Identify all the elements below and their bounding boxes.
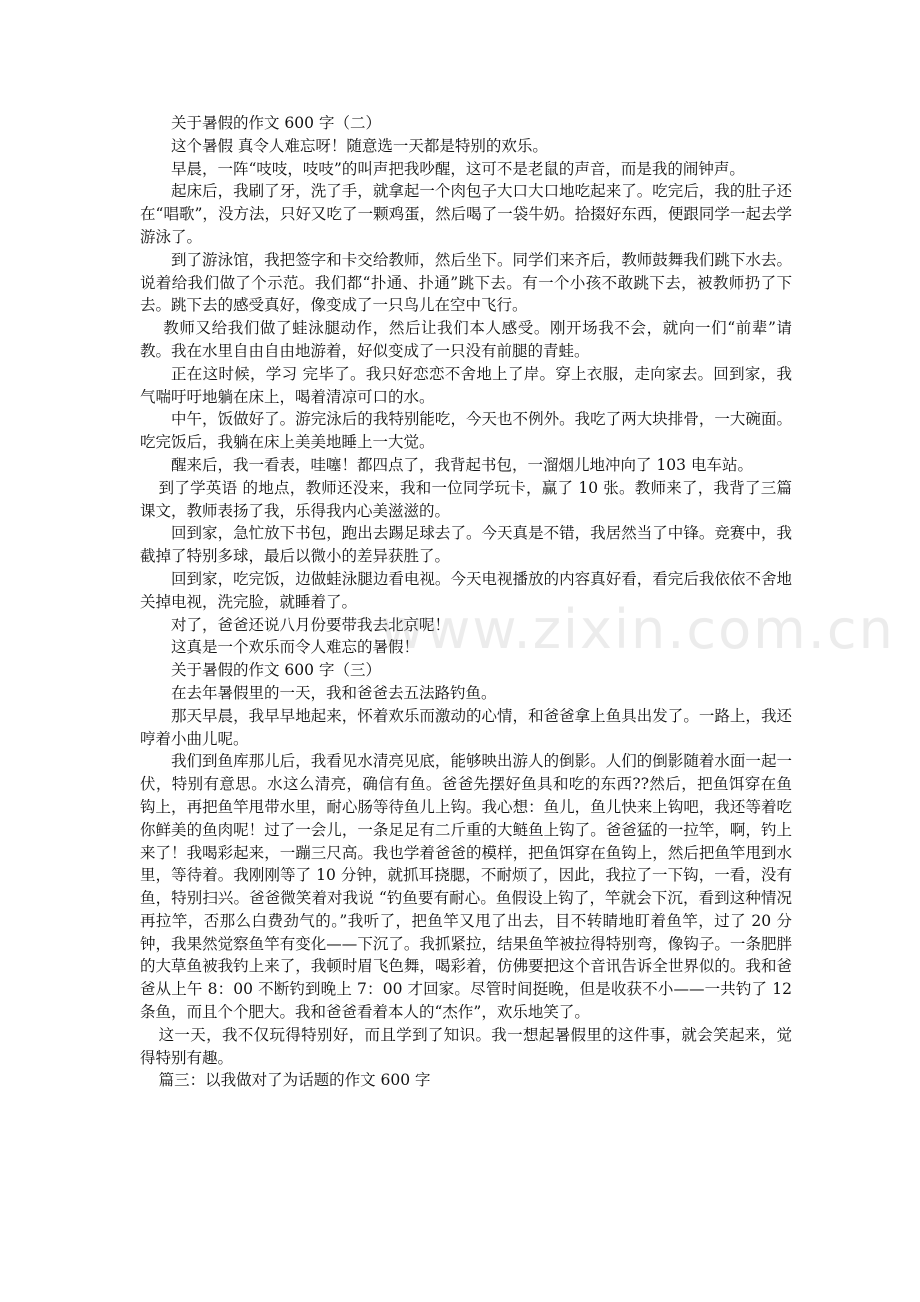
paragraph: 对了，爸爸还说八月份要带我去北京呢！ bbox=[171, 615, 451, 634]
watermark: www.zixin.com.cn bbox=[380, 598, 895, 661]
paragraph: 回到家，急忙放下书包，跑出去踢足球去了。今天真是不错，我居然当了中锋。竞赛中，我截掉了特别多球，最后以微小的差异获胜了。 bbox=[140, 524, 792, 566]
paragraph: 到了学英语 的地点，教师还没来，我和一位同学玩卡，赢了 10 张。教师来了，我背了三篇课文，教师表扬了我，乐得我内心美滋滋的。 bbox=[140, 478, 792, 520]
essay-title-two: 关于暑假的作文 600 字（二） bbox=[171, 114, 381, 132]
paragraph: 那天早晨，我早早地起来，怀着欢乐而激动的心情，和爸爸拿上鱼具出发了。一路上，我还哼着小曲儿呢。 bbox=[140, 706, 792, 748]
paragraph: 这一天，我不仅玩得特别好，而且学到了知识。我一想起暑假里的这件事，就会笑起来，觉得特别有趣。 bbox=[140, 1025, 792, 1067]
paragraph: 中午，饭做好了。游完泳后的我特别能吃，今天也不例外。我吃了两大块排骨，一大碗面。吃完饭后，我躺在床上美美地睡上一大觉。 bbox=[140, 410, 792, 452]
paragraph: 早晨，一阵“吱吱，吱吱”的叫声把我吵醒，这可不是老鼠的声音，而是我的闹钟声。 bbox=[171, 159, 745, 178]
paragraph: 这个暑假 真令人难忘呀！随意选一天都是特别的欢乐。 bbox=[171, 136, 548, 155]
paragraph: 这真是一个欢乐而令人难忘的暑假！ bbox=[171, 638, 420, 657]
paragraph: 起床后，我刷了牙，洗了手，就拿起一个肉包子大口大口地吃起来了。吃完后，我的肚子还在“唱歌”，没方法，只好又吃了一颗鸡蛋，然后喝了一袋牛奶。拾掇好东西，便跟同学一起去学游泳了。 bbox=[140, 182, 792, 246]
paragraph: 在去年暑假里的一天，我和爸爸去五法路钓鱼。 bbox=[171, 683, 497, 702]
essay-body bbox=[140, 112, 792, 1092]
paragraph: 我们到鱼库那儿后，我看见水清亮见底，能够映出游人的倒影。人们的倒影随着水面一起一伏，特别有意思。水这么清亮，确信有鱼。爸爸先摆好鱼具和吃的东西??然后，把鱼饵穿在鱼钩上，再把鱼竿甩带水里，耐心肠等待鱼儿上钩。我心想：鱼儿，鱼儿快来上钩吧，我还等着吃你鲜美的鱼肉呢！过了一会儿，一条足足有二斤重的大鲢鱼上钩了。爸爸猛的一拉竿，啊，钓上来了！我喝彩起来，一蹦三尺高。我也学着爸爸的模样，把鱼饵穿在鱼钩上，然后把鱼竿甩到水里，等待着。我刚刚等了 10 分钟，就抓耳挠腮，不耐烦了，因此，我拉了一下钩，一看，没有鱼，特别扫兴。爸爸微笑着对我说 “钓鱼要有耐心。鱼假设上钩了，竿就会下沉，看到这种情况再拉竿，否那么白费劲气的。”我听了，把鱼竿又甩了出去，目不转睛地盯着鱼竿，过了 20 分钟，我果然觉察鱼竿有变化——下沉了。我抓紧拉，结果鱼竿被拉得特别弯，像钩子。一条肥胖的大草鱼被我钓上来了，我顿时眉飞色舞，喝彩着，仿佛要把这个音讯告诉全世界似的。我和爸爸从上午 8：00 不断钓到晚上 7：00 才回家。尽管时间挺晚，但是收获不小——一共钓了 12 条鱼，而且个个肥大。我和爸爸看着本人的“杰作”，欢乐地笑了。 bbox=[140, 752, 792, 1022]
paragraph: 教师又给我们做了蛙泳腿动作，然后让我们本人感受。刚开场我不会，就向一们“前辈”请教。我在水里自由自由地游着，好似变成了一只没有前腿的青蛙。 bbox=[140, 319, 792, 360]
paragraph: 回到家，吃完饭，边做蛙泳腿边看电视。今天电视播放的内容真好看，看完后我依依不舍地关掉电视，洗完脸，就睡着了。 bbox=[140, 569, 792, 611]
essay-title-three: 关于暑假的作文 600 字（三） bbox=[171, 661, 381, 680]
paragraph: 到了游泳馆，我把签字和卡交给教师，然后坐下。同学们来齐后，教师鼓舞我们跳下水去。说着给我们做了个示范。我们都“扑通、扑通”跳下去。有一个小孩不敢跳下去，被教师扔了下去。跳下去的感受真好，像变成了一只鸟儿在空中飞行。 bbox=[140, 250, 792, 315]
paragraph: 醒来后，我一看表，哇噻！都四点了，我背起书包，一溜烟儿地冲向了 103 电车站。 bbox=[171, 455, 753, 474]
section-heading: 篇三：以我做对了为话题的作文 600 字 bbox=[158, 1071, 431, 1090]
paragraph: 正在这时候，学习 完毕了。我只好恋恋不舍地上了岸。穿上衣服，走向家去。回到家，我气喘吁吁地躺在床上，喝着清凉可口的水。 bbox=[140, 364, 792, 406]
